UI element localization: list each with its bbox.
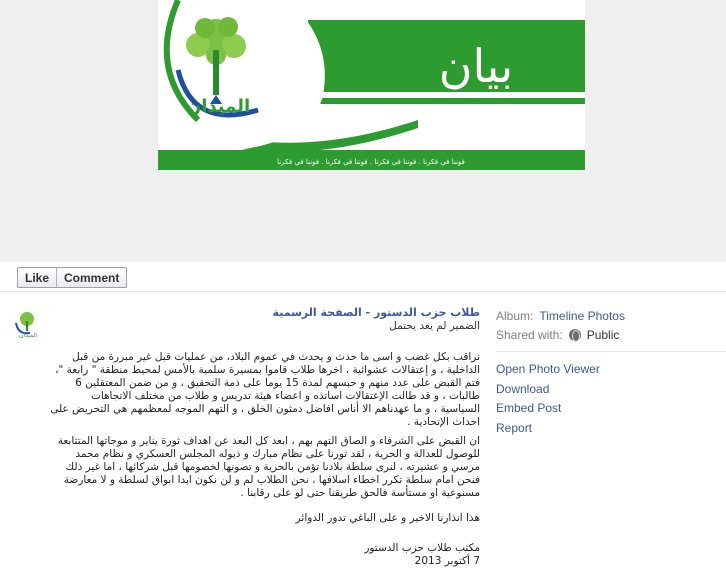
download-link[interactable]: Download xyxy=(496,381,550,396)
ticker-text: فوننا في فكرنا . فوننا في فكرنا . فوننا في فكرنا . فوننا في فكرنا xyxy=(277,158,465,166)
photo-stage xyxy=(0,0,726,262)
logo-word: الميدان xyxy=(185,96,251,117)
post-signature: مكتب طلاب حزب الدستور xyxy=(364,542,480,554)
comment-button[interactable]: Comment xyxy=(57,268,126,287)
globe-icon xyxy=(569,329,581,341)
post-date: 7 أكتوبر 2013 xyxy=(414,555,480,567)
shared-value[interactable]: Public xyxy=(586,327,620,342)
page-name-link[interactable]: طلاب حزب الدستور - الصفحة الرسمية xyxy=(272,306,480,319)
post-subtitle: الضمير لم يعد يحتمل xyxy=(389,320,480,332)
post-paragraph-2: ان القبض على الشرفاء و الصاق التهم بهم ، ابعد كل البعد عن اهداف ثورة يناير و موجاتها المتتابعة للوصول للعدالة و الحرية ، لقد ثورنا على نظام مبارك و ذيوله المجلس العسكري و نظام محمد مرسي و عشيرته ، لنرى سلطة بلادنا تؤمن بالحرية و تصونها لخصومها قبل شركائها ، اما غير ذلك فنحن امام سلطة تكرر اخطاء اسلافها ، نحن الطلاب لم و لن نكون ابدا ابواق لسلطة و لا معارضة مسنوعية او مستأسة فالحق طريقنا حتى لو على رقابنا . xyxy=(57,435,480,499)
svg-text:الميدان: الميدان xyxy=(19,332,37,339)
open-photo-viewer-link[interactable]: Open Photo Viewer xyxy=(496,362,600,376)
post-photo[interactable] xyxy=(158,0,585,170)
album-link[interactable]: Timeline Photos xyxy=(539,308,625,323)
photo-sidebar xyxy=(496,306,726,438)
album-row xyxy=(496,306,726,325)
shared-label: Shared with: xyxy=(496,327,563,342)
shared-row xyxy=(496,325,726,344)
avatar-logo-icon xyxy=(12,309,42,339)
banner-graphic xyxy=(158,0,585,170)
post-body xyxy=(50,306,480,568)
banner-word: بيان xyxy=(438,39,514,93)
embed-post-link[interactable]: Embed Post xyxy=(496,401,562,415)
album-label: Album: xyxy=(496,308,534,323)
sidebar-divider xyxy=(496,351,726,352)
like-button[interactable]: Like xyxy=(18,268,56,287)
post-paragraph-1: نراقب بكل غضب و اسى ما حدث و يحدث في عموم البلاد، من عمليات قبل غير مبررة من قبل الداخلية ، و إعتقالات عشوائية ، اخرها طلاب قاموا بمسيرة سلمية بالأمس لمحيط منطقة " رابعة "، فتم القبض على عدد منهم و حبسهم لمدة 15 يوما على ذمة التحقيق ، و من ضمن المعتقلين 6 طالبات ، و قد طالت الإعتقالات اساتذه و اعضاء هيئة تدريس و طلاب من مختلف الاتجاهات السياسية ، و ما عهدناهم الا أناس افاضل دمثون الخلق ، و التهم الموجه لمعظمهم هي التحريض على احداث الإتحادية . xyxy=(50,351,480,428)
like-comment-bar xyxy=(17,267,127,288)
page-avatar[interactable] xyxy=(12,309,42,339)
section-divider xyxy=(0,291,726,292)
post-warning: هذا انذارنا الاخير و على الباغي تدور الدوائر xyxy=(295,512,480,524)
report-link[interactable]: Report xyxy=(496,420,533,435)
